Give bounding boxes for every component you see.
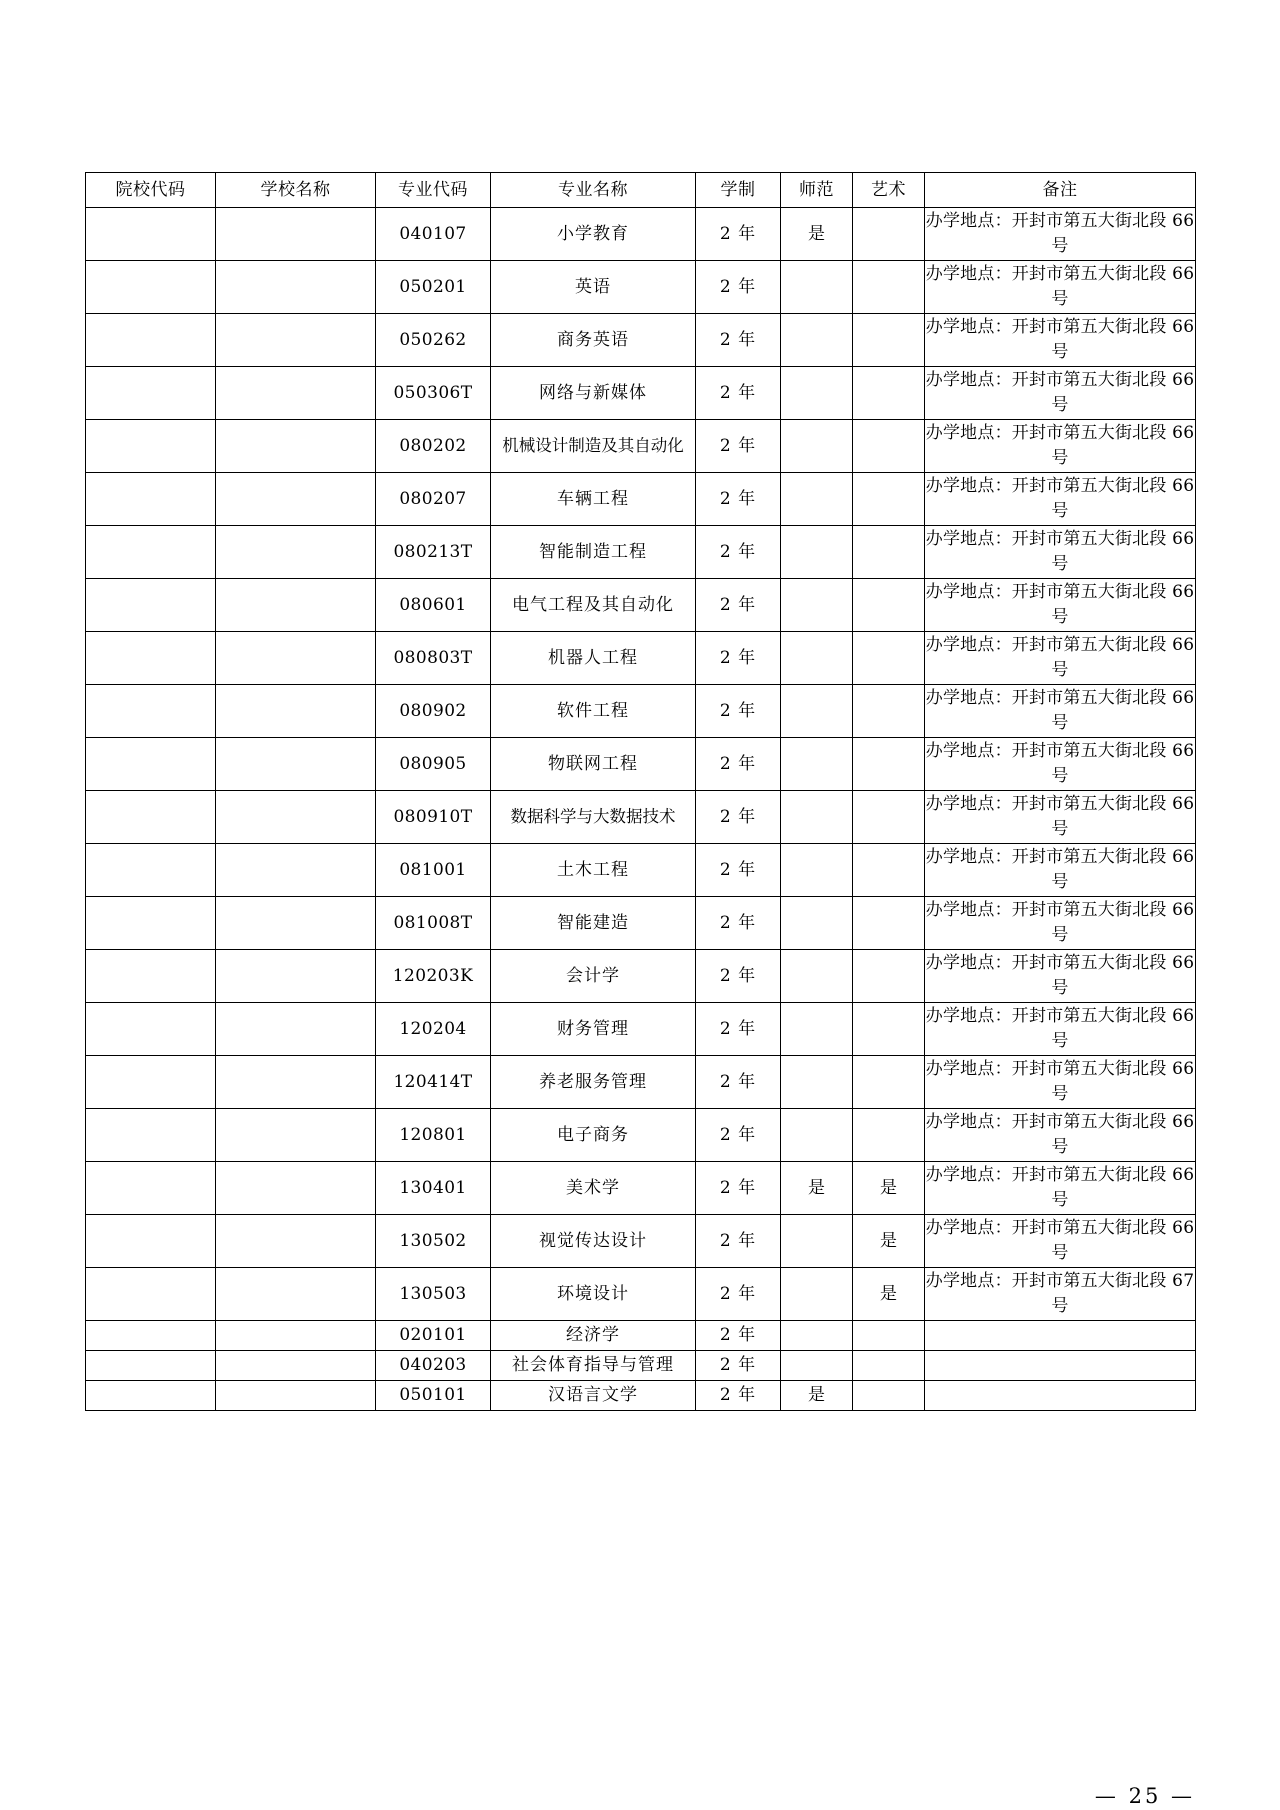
cell-remark <box>925 1351 1196 1381</box>
cell-remark: 办学地点：开封市第五大街北段 67 号 <box>925 1268 1196 1321</box>
cell-school-code <box>86 314 216 367</box>
cell-major-code: 020101 <box>376 1321 491 1351</box>
cell-major-code: 080910T <box>376 791 491 844</box>
cell-remark: 办学地点：开封市第五大街北段 66 号 <box>925 1056 1196 1109</box>
cell-remark: 办学地点：开封市第五大街北段 66 号 <box>925 1003 1196 1056</box>
cell-years: 2 年 <box>696 579 781 632</box>
cell-major-code: 080207 <box>376 473 491 526</box>
cell-school-code <box>86 261 216 314</box>
cell-major-name: 养老服务管理 <box>491 1056 696 1109</box>
table-row <box>86 579 1196 632</box>
cell-school-code <box>86 473 216 526</box>
cell-art-flag <box>853 632 925 685</box>
cell-art-flag <box>853 1003 925 1056</box>
cell-normal-flag <box>781 950 853 1003</box>
table-row <box>86 1003 1196 1056</box>
cell-art-flag <box>853 526 925 579</box>
cell-years: 2 年 <box>696 473 781 526</box>
cell-years: 2 年 <box>696 1003 781 1056</box>
table-row <box>86 1381 1196 1411</box>
cell-years: 2 年 <box>696 897 781 950</box>
cell-school-code <box>86 950 216 1003</box>
column-header-major-name: 专业名称 <box>491 173 696 208</box>
cell-major-name: 网络与新媒体 <box>491 367 696 420</box>
cell-remark: 办学地点：开封市第五大街北段 66 号 <box>925 367 1196 420</box>
cell-major-name: 智能建造 <box>491 897 696 950</box>
cell-remark: 办学地点：开封市第五大街北段 66 号 <box>925 1215 1196 1268</box>
cell-major-name: 车辆工程 <box>491 473 696 526</box>
cell-school-name <box>216 1321 376 1351</box>
table-row <box>86 685 1196 738</box>
cell-major-name: 智能制造工程 <box>491 526 696 579</box>
cell-school-code <box>86 1162 216 1215</box>
cell-remark: 办学地点：开封市第五大街北段 66 号 <box>925 1162 1196 1215</box>
cell-years: 2 年 <box>696 1215 781 1268</box>
cell-school-code <box>86 1109 216 1162</box>
cell-normal-flag <box>781 579 853 632</box>
cell-art-flag <box>853 950 925 1003</box>
cell-remark: 办学地点：开封市第五大街北段 66 号 <box>925 738 1196 791</box>
table-row <box>86 950 1196 1003</box>
cell-art-flag: 是 <box>853 1215 925 1268</box>
cell-major-name: 土木工程 <box>491 844 696 897</box>
table-row <box>86 1215 1196 1268</box>
major-table <box>85 172 1196 1411</box>
cell-major-code: 050262 <box>376 314 491 367</box>
cell-school-code <box>86 632 216 685</box>
cell-school-name <box>216 1381 376 1411</box>
cell-normal-flag <box>781 844 853 897</box>
cell-major-name: 电子商务 <box>491 1109 696 1162</box>
cell-art-flag: 是 <box>853 1268 925 1321</box>
cell-years: 2 年 <box>696 1321 781 1351</box>
column-header-major-code: 专业代码 <box>376 173 491 208</box>
cell-years: 2 年 <box>696 950 781 1003</box>
cell-remark: 办学地点：开封市第五大街北段 66 号 <box>925 261 1196 314</box>
cell-remark: 办学地点：开封市第五大街北段 66 号 <box>925 314 1196 367</box>
cell-years: 2 年 <box>696 420 781 473</box>
cell-school-name <box>216 632 376 685</box>
cell-major-name: 社会体育指导与管理 <box>491 1351 696 1381</box>
column-header-school-code: 院校代码 <box>86 173 216 208</box>
cell-normal-flag <box>781 473 853 526</box>
cell-major-code: 080905 <box>376 738 491 791</box>
cell-school-code <box>86 579 216 632</box>
cell-normal-flag <box>781 261 853 314</box>
cell-school-name <box>216 367 376 420</box>
cell-school-code <box>86 791 216 844</box>
table-row <box>86 420 1196 473</box>
table-row <box>86 261 1196 314</box>
cell-art-flag <box>853 791 925 844</box>
cell-major-name: 机器人工程 <box>491 632 696 685</box>
cell-years: 2 年 <box>696 367 781 420</box>
cell-art-flag <box>853 1321 925 1351</box>
cell-normal-flag <box>781 738 853 791</box>
cell-school-code <box>86 1351 216 1381</box>
cell-school-code <box>86 1321 216 1351</box>
cell-school-name <box>216 950 376 1003</box>
cell-school-name <box>216 261 376 314</box>
cell-major-code: 120801 <box>376 1109 491 1162</box>
cell-normal-flag <box>781 1109 853 1162</box>
table-row <box>86 314 1196 367</box>
cell-major-code: 130401 <box>376 1162 491 1215</box>
cell-years: 2 年 <box>696 1351 781 1381</box>
cell-school-name <box>216 420 376 473</box>
cell-years: 2 年 <box>696 791 781 844</box>
cell-normal-flag <box>781 314 853 367</box>
cell-remark: 办学地点：开封市第五大街北段 66 号 <box>925 897 1196 950</box>
table-row <box>86 897 1196 950</box>
cell-major-name: 财务管理 <box>491 1003 696 1056</box>
cell-school-name <box>216 1215 376 1268</box>
table-row <box>86 367 1196 420</box>
cell-major-name: 机械设计制造及其自动化 <box>491 420 696 473</box>
cell-art-flag <box>853 1351 925 1381</box>
cell-remark <box>925 1321 1196 1351</box>
cell-normal-flag <box>781 1268 853 1321</box>
cell-major-code: 040203 <box>376 1351 491 1381</box>
cell-major-name: 数据科学与大数据技术 <box>491 791 696 844</box>
cell-school-code <box>86 420 216 473</box>
cell-school-code <box>86 844 216 897</box>
cell-normal-flag <box>781 1056 853 1109</box>
table-row <box>86 632 1196 685</box>
cell-years: 2 年 <box>696 526 781 579</box>
cell-years: 2 年 <box>696 844 781 897</box>
cell-remark: 办学地点：开封市第五大街北段 66 号 <box>925 473 1196 526</box>
cell-major-name: 物联网工程 <box>491 738 696 791</box>
cell-major-code: 050306T <box>376 367 491 420</box>
cell-years: 2 年 <box>696 261 781 314</box>
cell-years: 2 年 <box>696 1109 781 1162</box>
cell-school-code <box>86 1381 216 1411</box>
cell-major-name: 英语 <box>491 261 696 314</box>
cell-school-name <box>216 791 376 844</box>
cell-major-code: 130502 <box>376 1215 491 1268</box>
cell-major-name: 美术学 <box>491 1162 696 1215</box>
table-row <box>86 1268 1196 1321</box>
cell-art-flag <box>853 420 925 473</box>
cell-years: 2 年 <box>696 1381 781 1411</box>
cell-school-name <box>216 1056 376 1109</box>
cell-years: 2 年 <box>696 738 781 791</box>
cell-school-code <box>86 208 216 261</box>
cell-school-name <box>216 1003 376 1056</box>
cell-school-name <box>216 526 376 579</box>
cell-years: 2 年 <box>696 208 781 261</box>
cell-major-name: 环境设计 <box>491 1268 696 1321</box>
cell-normal-flag: 是 <box>781 1381 853 1411</box>
column-header-normal: 师范 <box>781 173 853 208</box>
cell-school-name <box>216 1162 376 1215</box>
table-body <box>86 208 1196 1411</box>
cell-major-code: 050101 <box>376 1381 491 1411</box>
cell-art-flag <box>853 579 925 632</box>
cell-art-flag: 是 <box>853 1162 925 1215</box>
cell-remark <box>925 1381 1196 1411</box>
cell-remark: 办学地点：开封市第五大街北段 66 号 <box>925 208 1196 261</box>
cell-school-name <box>216 579 376 632</box>
cell-remark: 办学地点：开封市第五大街北段 66 号 <box>925 632 1196 685</box>
table-row <box>86 738 1196 791</box>
cell-years: 2 年 <box>696 314 781 367</box>
cell-major-code: 080601 <box>376 579 491 632</box>
cell-art-flag <box>853 685 925 738</box>
cell-major-name: 经济学 <box>491 1321 696 1351</box>
column-header-years: 学制 <box>696 173 781 208</box>
cell-major-name: 电气工程及其自动化 <box>491 579 696 632</box>
cell-major-code: 120203K <box>376 950 491 1003</box>
cell-art-flag <box>853 261 925 314</box>
cell-school-name <box>216 208 376 261</box>
cell-art-flag <box>853 1381 925 1411</box>
table-header-row <box>86 173 1196 208</box>
cell-normal-flag <box>781 1351 853 1381</box>
cell-major-name: 商务英语 <box>491 314 696 367</box>
cell-school-code <box>86 367 216 420</box>
cell-school-name <box>216 1268 376 1321</box>
cell-school-name <box>216 1351 376 1381</box>
cell-school-name <box>216 844 376 897</box>
cell-major-name: 小学教育 <box>491 208 696 261</box>
cell-normal-flag <box>781 632 853 685</box>
cell-major-name: 会计学 <box>491 950 696 1003</box>
cell-remark: 办学地点：开封市第五大街北段 66 号 <box>925 685 1196 738</box>
cell-school-code <box>86 1215 216 1268</box>
cell-major-code: 120414T <box>376 1056 491 1109</box>
cell-normal-flag <box>781 526 853 579</box>
cell-school-name <box>216 1109 376 1162</box>
cell-school-code <box>86 1268 216 1321</box>
cell-normal-flag <box>781 367 853 420</box>
cell-major-name: 视觉传达设计 <box>491 1215 696 1268</box>
cell-major-code: 081008T <box>376 897 491 950</box>
column-header-art: 艺术 <box>853 173 925 208</box>
page-number: — 25 — <box>1094 1784 1195 1808</box>
table-row <box>86 1351 1196 1381</box>
cell-remark: 办学地点：开封市第五大街北段 66 号 <box>925 1109 1196 1162</box>
cell-normal-flag <box>781 897 853 950</box>
cell-major-code: 080803T <box>376 632 491 685</box>
cell-school-name <box>216 314 376 367</box>
cell-art-flag <box>853 208 925 261</box>
cell-major-code: 050201 <box>376 261 491 314</box>
column-header-remark: 备注 <box>925 173 1196 208</box>
cell-major-code: 080202 <box>376 420 491 473</box>
table-row <box>86 791 1196 844</box>
cell-remark: 办学地点：开封市第五大街北段 66 号 <box>925 526 1196 579</box>
cell-major-code: 120204 <box>376 1003 491 1056</box>
cell-art-flag <box>853 314 925 367</box>
cell-art-flag <box>853 1056 925 1109</box>
cell-major-code: 130503 <box>376 1268 491 1321</box>
cell-years: 2 年 <box>696 1268 781 1321</box>
cell-years: 2 年 <box>696 1056 781 1109</box>
cell-normal-flag <box>781 685 853 738</box>
cell-remark: 办学地点：开封市第五大街北段 66 号 <box>925 579 1196 632</box>
cell-school-code <box>86 897 216 950</box>
cell-normal-flag <box>781 791 853 844</box>
major-table-container <box>85 172 1195 1808</box>
cell-major-code: 081001 <box>376 844 491 897</box>
cell-art-flag <box>853 1109 925 1162</box>
cell-school-code <box>86 1003 216 1056</box>
cell-normal-flag <box>781 420 853 473</box>
cell-years: 2 年 <box>696 632 781 685</box>
cell-normal-flag <box>781 1215 853 1268</box>
cell-art-flag <box>853 897 925 950</box>
cell-school-code <box>86 1056 216 1109</box>
cell-school-code <box>86 526 216 579</box>
cell-normal-flag: 是 <box>781 1162 853 1215</box>
cell-remark: 办学地点：开封市第五大街北段 66 号 <box>925 420 1196 473</box>
cell-major-name: 软件工程 <box>491 685 696 738</box>
table-row <box>86 1109 1196 1162</box>
table-header <box>86 173 1196 208</box>
table-row <box>86 526 1196 579</box>
cell-remark: 办学地点：开封市第五大街北段 66 号 <box>925 844 1196 897</box>
table-row <box>86 1162 1196 1215</box>
cell-art-flag <box>853 738 925 791</box>
cell-remark: 办学地点：开封市第五大街北段 66 号 <box>925 791 1196 844</box>
cell-school-name <box>216 685 376 738</box>
column-header-school-name: 学校名称 <box>216 173 376 208</box>
cell-major-name: 汉语言文学 <box>491 1381 696 1411</box>
table-row <box>86 1056 1196 1109</box>
cell-major-code: 080213T <box>376 526 491 579</box>
cell-school-name <box>216 473 376 526</box>
table-row <box>86 1321 1196 1351</box>
cell-art-flag <box>853 844 925 897</box>
cell-school-name <box>216 897 376 950</box>
cell-school-name <box>216 738 376 791</box>
cell-normal-flag <box>781 1321 853 1351</box>
cell-art-flag <box>853 367 925 420</box>
cell-normal-flag <box>781 1003 853 1056</box>
cell-art-flag <box>853 473 925 526</box>
table-row <box>86 473 1196 526</box>
cell-school-code <box>86 738 216 791</box>
cell-major-code: 040107 <box>376 208 491 261</box>
cell-years: 2 年 <box>696 685 781 738</box>
table-row <box>86 208 1196 261</box>
cell-school-code <box>86 685 216 738</box>
cell-years: 2 年 <box>696 1162 781 1215</box>
cell-normal-flag: 是 <box>781 208 853 261</box>
table-row <box>86 844 1196 897</box>
cell-major-code: 080902 <box>376 685 491 738</box>
cell-remark: 办学地点：开封市第五大街北段 66 号 <box>925 950 1196 1003</box>
